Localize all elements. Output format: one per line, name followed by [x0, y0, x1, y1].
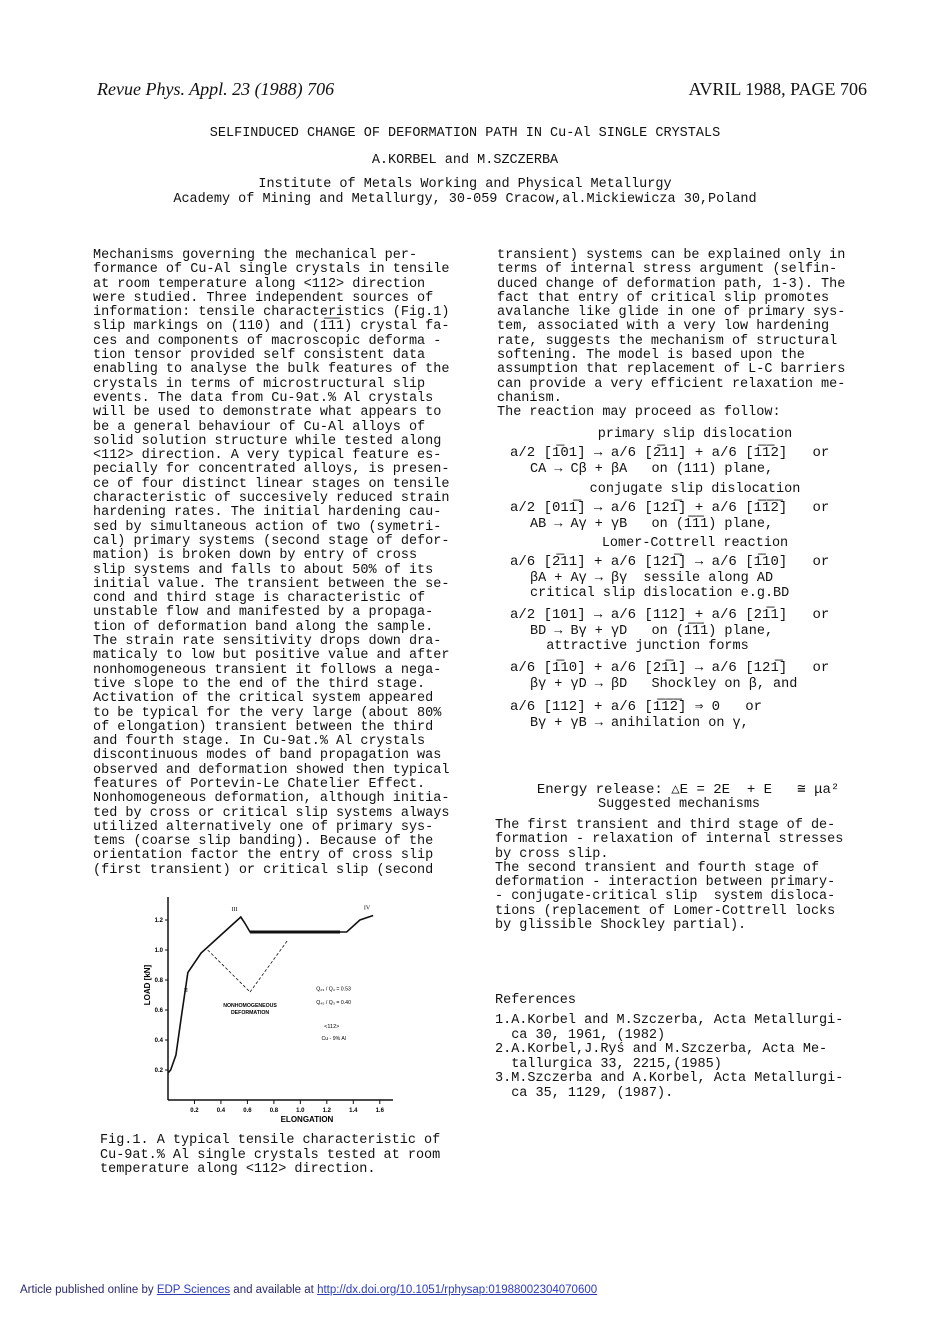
authors: A.KORBEL and M.SZCZERBA	[371, 153, 559, 168]
x-tick-label: 1.4	[349, 1108, 358, 1114]
reaction-equation: a/6 [112] + a/6 [1̅1̅2̅] ⇒ 0 or	[510, 698, 763, 715]
reaction-notation: AB → Aγ + γB on (1̅1̅1) plane,	[530, 516, 774, 532]
x-tick-label: 0.8	[269, 1108, 279, 1114]
x-axis-label: ELONGATION	[280, 1115, 334, 1124]
tensile-chart	[140, 895, 410, 1125]
reaction-equation: a/2 [011̅] → a/6 [121̅] + a/6 [1̅1̅2̅] or	[510, 499, 830, 516]
reaction-notation: βγ + γD → βD Shockley on β, and	[530, 677, 798, 692]
reaction-equation: a/2 [1̅01] → a/6 [2̅11] + a/6 [1̅1̅2] or	[510, 445, 830, 461]
x-tick-label: 0.4	[216, 1108, 226, 1114]
journal-citation: Revue Phys. Appl. 23 (1988) 706	[97, 79, 335, 99]
references-title: References	[495, 993, 577, 1008]
affiliation	[0, 177, 930, 207]
alloy-label: Cu - 9% Al	[321, 1036, 347, 1042]
left-column-text: Mechanisms governing the mechanical per- formance of Cu-Al single crystals in tensile at room temperature along <112> direction were studied. Three independent sources of information: tensile characteristics (Fig.1) slip markings on (110) and (1̅1̅1) crystal fa- ces and components of macroscopic deforma - tion tensor provided self consistent data enabling to analyse the bulk features of the crystals in terms of microstructural slip events. The data from Cu-9at.% Al crystals will be used to demonstrate what appears to be a general behaviour of Cu-Al alloys of solid solution structure while tested along <112> direction. A very typical feature es- pecially for concentrated alloys, is presen- ce of four distinct linear stages on tensile characteristic of succesively reduced strain hardening rates. The initial hardening cau- sed by simultaneous action of two (symetri- cal) primary systems (second stage of defor- mation) is broken down by entry of cross slip systems and falls to about 50% of its initial value. The transient between the se- cond and third stage is characteristic of unstable flow and manifested by a propaga- tion of deformation band along the sample. The strain rate sensitivity drops down dra- maticaly to low but positive value and after nonhomogeneous transient it follows a nega- tive slope to the end of the third stage. Activation of the critical system appeared to be typical for the very large (about 80% of elongation) transient between the third and fourth stage. In Cu-9at.% Al crystals discontinuous modes of band propagation was observed and deformation showed then typical features of Portevin-Le Chatelier Effect. Nonhomogeneous deformation, although initia- ted by cross or critical slip systems always utilized alternatively one of primary sys- tems (coarse slip banding). Because of the orientation factor the entry of cross slip (first transient) or critical slip (second	[93, 248, 450, 878]
x-tick-label: 1.6	[375, 1108, 384, 1114]
x-tick-label: 0.6	[243, 1108, 252, 1114]
y-axis-label: LOAD [kN]	[143, 964, 152, 1006]
right-column-text: transient) systems can be explained only in terms of internal stress argument (selfin- duced change of deformation path, 1-3). The fact that entry of critical slip promotes avalanche like glide in one of primary sys- tem, associated with a very low hardening rate, suggests the mechanism of structural softening. The model is based upon the assumption that replacement of L-C barriers can provide a very efficient relaxation me- chanism. The reaction may proceed as follow:	[497, 248, 846, 421]
reaction-notation: BD → Bγ + γD on (1̅1̅1) plane, attractive junction forms	[530, 624, 774, 654]
stage-label-iii: III	[231, 907, 238, 913]
footer-text-2: and available at	[230, 1284, 318, 1296]
affiliation-line-2: Academy of Mining and Metallurgy, 30-059 Cracow,al.Mickiewicza 30,Poland	[173, 192, 757, 207]
figure-1	[140, 895, 410, 1125]
x-tick-label: 1.0	[296, 1108, 305, 1114]
affiliation-line-1: Institute of Metals Working and Physical Metallurgy	[258, 177, 672, 192]
reactions-block	[510, 425, 880, 735]
reaction-notation: βA + Aγ → βγ sessile along AD critical slip dislocation e.g.BD	[530, 571, 790, 601]
reaction-heading: conjugate slip dislocation	[589, 481, 801, 497]
y-tick-label: 1.0	[154, 948, 163, 954]
suggested-text: The first transient and third stage of de- formation - relaxation of internal stresses by cross slip. The second transient and fourth stage of deformation - interaction between primary- - conjugate-critical slip system disloca- tions (replacement of Lomer-Cottrell locks by glissible Shockley partial).	[495, 818, 844, 934]
stage-label-ii: II	[183, 988, 188, 994]
y-tick-label: 0.4	[154, 1038, 163, 1044]
y-tick-label: 0.8	[154, 978, 163, 984]
y-tick-label: 0.2	[154, 1068, 163, 1074]
reaction-equation: a/6 [2̅11] + a/6 [121̅] → a/6 [1̅10] or	[510, 554, 830, 570]
y-tick-label: 0.6	[154, 1008, 163, 1014]
references-list: 1.A.Korbel and M.Szczerba, Acta Metallurgi- ca 30, 1961, (1982) 2.A.Korbel,J.Ryś and M.Szczerba, Acta Me- tallurgica 33, 2215,(1985) 3.M.Szczerba and A.Korbel, Acta Metallurgi- ca 35, 1129, (1987).	[495, 1013, 844, 1101]
ratio-2: Q₄₅ / Q₃ = 0.40	[316, 1000, 351, 1006]
reaction-heading: Lomer-Cottrell reaction	[601, 536, 789, 551]
reaction-equation: a/2 [101] → a/6 [112] + a/6 [21̅1] or	[510, 607, 830, 623]
annotation-nonhomogeneous: DEFORMATION	[230, 1010, 270, 1016]
energy-release: Energy release: △E = 2E + E ≅ μa²	[536, 782, 840, 798]
stage-label-iv: IV	[363, 905, 371, 912]
suggested-title: Suggested mechanisms	[598, 797, 761, 812]
doi-link[interactable]: http://dx.doi.org/10.1051/rphysap:01988002304070600	[317, 1284, 598, 1296]
paper-title: SELFINDUCED CHANGE OF DEFORMATION PATH IN Cu-Al SINGLE CRYSTALS	[209, 126, 721, 141]
load-curve	[168, 916, 373, 1074]
x-tick-label: 1.2	[322, 1108, 331, 1114]
reaction-notation: CA → Cβ + βA on (111) plane,	[530, 462, 774, 477]
reaction-notation: Bγ + γB → anihilation on γ,	[530, 715, 749, 731]
date-page: AVRIL 1988, PAGE 706	[688, 79, 867, 99]
footer	[20, 1284, 597, 1296]
ratio-1: Q₂₃ / Q₄ = 0.53	[316, 986, 351, 993]
y-tick-label: 1.2	[154, 918, 163, 924]
edp-link[interactable]: EDP Sciences	[156, 1284, 231, 1296]
dashed-line-2	[250, 941, 287, 992]
reaction-heading: primary slip dislocation	[597, 427, 793, 442]
x-tick-label: 0.2	[190, 1108, 199, 1114]
footer-text: Article published online by	[20, 1284, 157, 1296]
reaction-equation: a/6 [1̅10] + a/6 [21̅1] → a/6 [121̅] or	[510, 660, 830, 676]
figure-caption: Fig.1. A typical tensile characteristic of Cu-9at.% Al single crystals tested at room temperature along <112> direction.	[100, 1133, 441, 1177]
orientation-label: <112>	[324, 1024, 340, 1030]
annotation-nonhomogeneous: NONHOMOGENEOUS	[223, 1003, 277, 1009]
dashed-line-1	[208, 950, 250, 992]
